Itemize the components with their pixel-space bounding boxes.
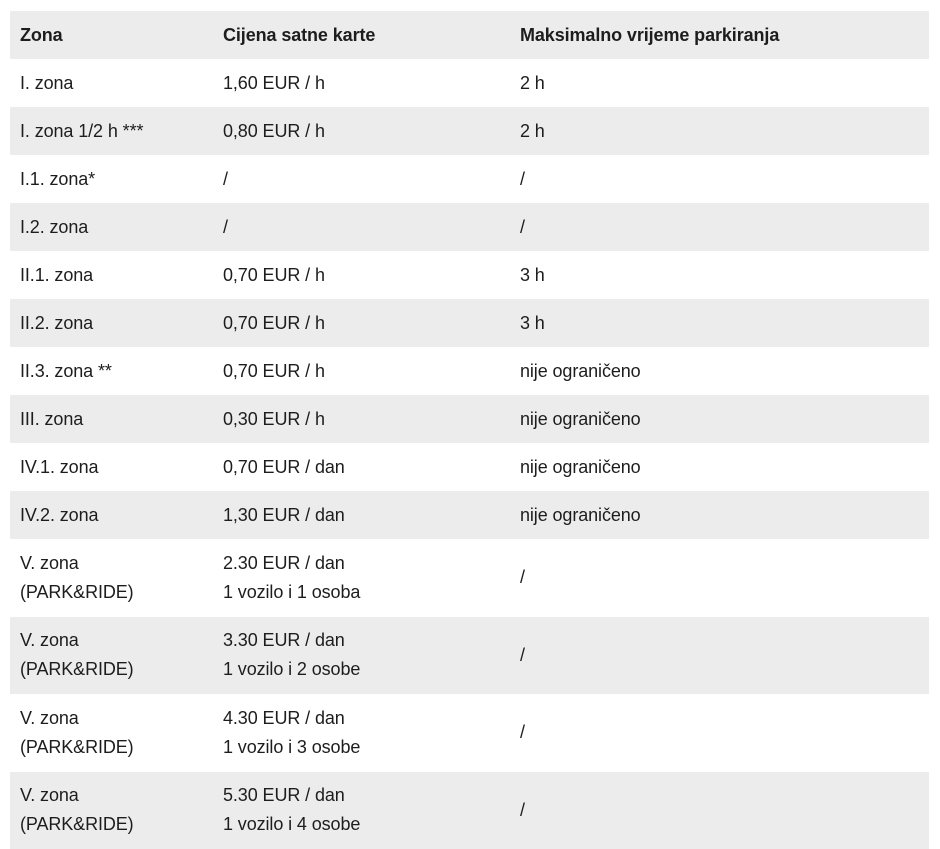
cell-max-vrijeme: /: [510, 169, 929, 190]
cell-zona-line: I. zona: [20, 73, 213, 94]
cell-cijena-line: 1 vozilo i 1 osoba: [223, 578, 510, 607]
table-row: [10, 694, 929, 772]
cell-zona-line: I.1. zona*: [20, 169, 213, 190]
table-row: [10, 491, 929, 539]
cell-cijena: [213, 361, 510, 382]
cell-cijena-line: 0,70 EUR / dan: [223, 457, 510, 478]
table-row: [10, 251, 929, 299]
cell-cijena: [213, 313, 510, 334]
table-row: [10, 155, 929, 203]
cell-cijena: [213, 121, 510, 142]
table-row: [10, 772, 929, 849]
cell-cijena: [213, 73, 510, 94]
cell-cijena-line: 1 vozilo i 3 osobe: [223, 733, 510, 762]
cell-max-vrijeme: /: [510, 796, 929, 825]
header-zona: Zona: [10, 25, 213, 46]
cell-zona-line: IV.2. zona: [20, 505, 213, 526]
cell-max-vrijeme: 3 h: [510, 265, 929, 286]
cell-zona: [10, 781, 213, 839]
table-row: [10, 617, 929, 695]
cell-zona-line: V. zona: [20, 781, 213, 810]
cell-max-vrijeme: /: [510, 563, 929, 592]
cell-cijena-line: 0,70 EUR / h: [223, 361, 510, 382]
cell-cijena-line: 3.30 EUR / dan: [223, 626, 510, 655]
cell-zona-line: IV.1. zona: [20, 457, 213, 478]
cell-cijena: [213, 217, 510, 238]
cell-zona-line: I. zona 1/2 h ***: [20, 121, 213, 142]
cell-zona: [10, 169, 213, 190]
cell-zona-line: V. zona: [20, 626, 213, 655]
cell-cijena: [213, 409, 510, 430]
cell-cijena-line: 4.30 EUR / dan: [223, 704, 510, 733]
cell-cijena: [213, 781, 510, 839]
cell-cijena-line: 1 vozilo i 4 osobe: [223, 810, 510, 839]
cell-max-vrijeme: 3 h: [510, 313, 929, 334]
cell-zona-line: III. zona: [20, 409, 213, 430]
cell-zona: [10, 409, 213, 430]
cell-cijena: [213, 457, 510, 478]
header-cijena: Cijena satne karte: [213, 25, 510, 46]
table-header-row: [10, 11, 929, 59]
cell-cijena-line: 0,30 EUR / h: [223, 409, 510, 430]
table-row: [10, 395, 929, 443]
cell-zona: [10, 73, 213, 94]
parking-zones-table: [10, 11, 929, 849]
cell-max-vrijeme: nije ograničeno: [510, 457, 929, 478]
table-row: [10, 107, 929, 155]
cell-cijena-line: 1,30 EUR / dan: [223, 505, 510, 526]
cell-cijena-line: /: [223, 169, 510, 190]
cell-zona: [10, 549, 213, 607]
cell-zona: [10, 217, 213, 238]
cell-zona-line: (PARK&RIDE): [20, 655, 213, 684]
table-row: [10, 59, 929, 107]
cell-cijena: [213, 704, 510, 762]
cell-cijena-line: 1 vozilo i 2 osobe: [223, 655, 510, 684]
cell-zona-line: (PARK&RIDE): [20, 578, 213, 607]
header-max-vrijeme: Maksimalno vrijeme parkiranja: [510, 25, 929, 46]
table-row: [10, 443, 929, 491]
cell-zona-line: (PARK&RIDE): [20, 810, 213, 839]
cell-cijena-line: 5.30 EUR / dan: [223, 781, 510, 810]
cell-max-vrijeme: 2 h: [510, 121, 929, 142]
table-row: [10, 299, 929, 347]
table-row: [10, 203, 929, 251]
cell-max-vrijeme: /: [510, 217, 929, 238]
cell-cijena: [213, 265, 510, 286]
cell-cijena-line: /: [223, 217, 510, 238]
cell-cijena-line: 0,80 EUR / h: [223, 121, 510, 142]
cell-zona-line: II.1. zona: [20, 265, 213, 286]
cell-zona: [10, 121, 213, 142]
cell-zona: [10, 505, 213, 526]
cell-zona-line: II.2. zona: [20, 313, 213, 334]
cell-cijena: [213, 169, 510, 190]
cell-zona: [10, 704, 213, 762]
cell-cijena-line: 0,70 EUR / h: [223, 313, 510, 334]
cell-max-vrijeme: /: [510, 641, 929, 670]
cell-zona: [10, 361, 213, 382]
cell-cijena: [213, 505, 510, 526]
cell-zona-line: (PARK&RIDE): [20, 733, 213, 762]
cell-cijena-line: 2.30 EUR / dan: [223, 549, 510, 578]
cell-zona-line: V. zona: [20, 549, 213, 578]
cell-max-vrijeme: 2 h: [510, 73, 929, 94]
table-row: [10, 539, 929, 617]
cell-max-vrijeme: /: [510, 718, 929, 747]
cell-zona: [10, 313, 213, 334]
cell-cijena: [213, 549, 510, 607]
cell-cijena-line: 1,60 EUR / h: [223, 73, 510, 94]
table-row: [10, 347, 929, 395]
cell-zona-line: I.2. zona: [20, 217, 213, 238]
cell-zona: [10, 265, 213, 286]
cell-max-vrijeme: nije ograničeno: [510, 409, 929, 430]
cell-max-vrijeme: nije ograničeno: [510, 361, 929, 382]
cell-cijena: [213, 626, 510, 684]
cell-zona: [10, 457, 213, 478]
cell-zona-line: II.3. zona **: [20, 361, 213, 382]
cell-cijena-line: 0,70 EUR / h: [223, 265, 510, 286]
cell-zona: [10, 626, 213, 684]
cell-max-vrijeme: nije ograničeno: [510, 505, 929, 526]
cell-zona-line: V. zona: [20, 704, 213, 733]
